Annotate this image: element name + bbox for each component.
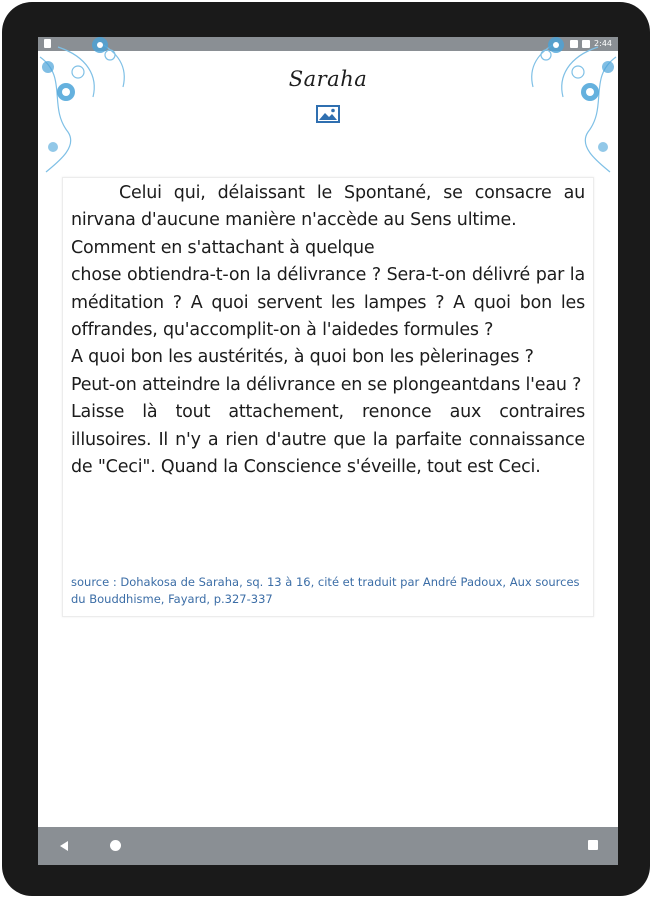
poem-line: chose obtiendra-t-on la délivrance ? Sera-t-on délivré par la méditation ? A quoi servent les lampes ? A quoi bon les offrandes, qu'accomplit-on à l'aidedes formules ?: [71, 265, 585, 341]
image-icon[interactable]: [316, 105, 340, 123]
poem-line: A quoi bon les austérités, à quoi bon les pèlerinages ?: [71, 347, 534, 368]
poem-line: Peut-on atteindre la délivrance en se plongeantdans l'eau ?: [71, 374, 582, 395]
floral-ornament-left: [38, 37, 148, 177]
status-time: 2:44: [594, 39, 612, 48]
poem-line: Celui qui, délaissant le Spontané, se consacre au nirvana d'aucune manière n'accède au Sens ultime.: [71, 183, 585, 231]
floral-ornament-right: [508, 37, 618, 177]
text-card: [62, 177, 594, 617]
poem-text: [71, 180, 585, 481]
navigation-bar: [38, 827, 618, 865]
back-icon[interactable]: [58, 840, 70, 852]
recent-apps-icon[interactable]: [588, 840, 598, 850]
poem-line: Comment en s'attachant à quelque: [71, 237, 375, 258]
source-citation: source : Dohakosa de Saraha, sq. 13 à 16, cité et traduit par André Padoux, Aux sources du Bouddhisme, Fayard, p.327-337: [71, 575, 580, 606]
poem-line: Laisse là tout attachement, renonce aux contraires illusoires. Il n'y a rien d'autre que la parfaite connaissance de "Ceci". Quand la Conscience s'éveille, tout est Ceci.: [71, 402, 585, 478]
page-title: Saraha: [288, 67, 368, 91]
home-icon[interactable]: [110, 840, 121, 851]
app-screen: [38, 37, 618, 865]
